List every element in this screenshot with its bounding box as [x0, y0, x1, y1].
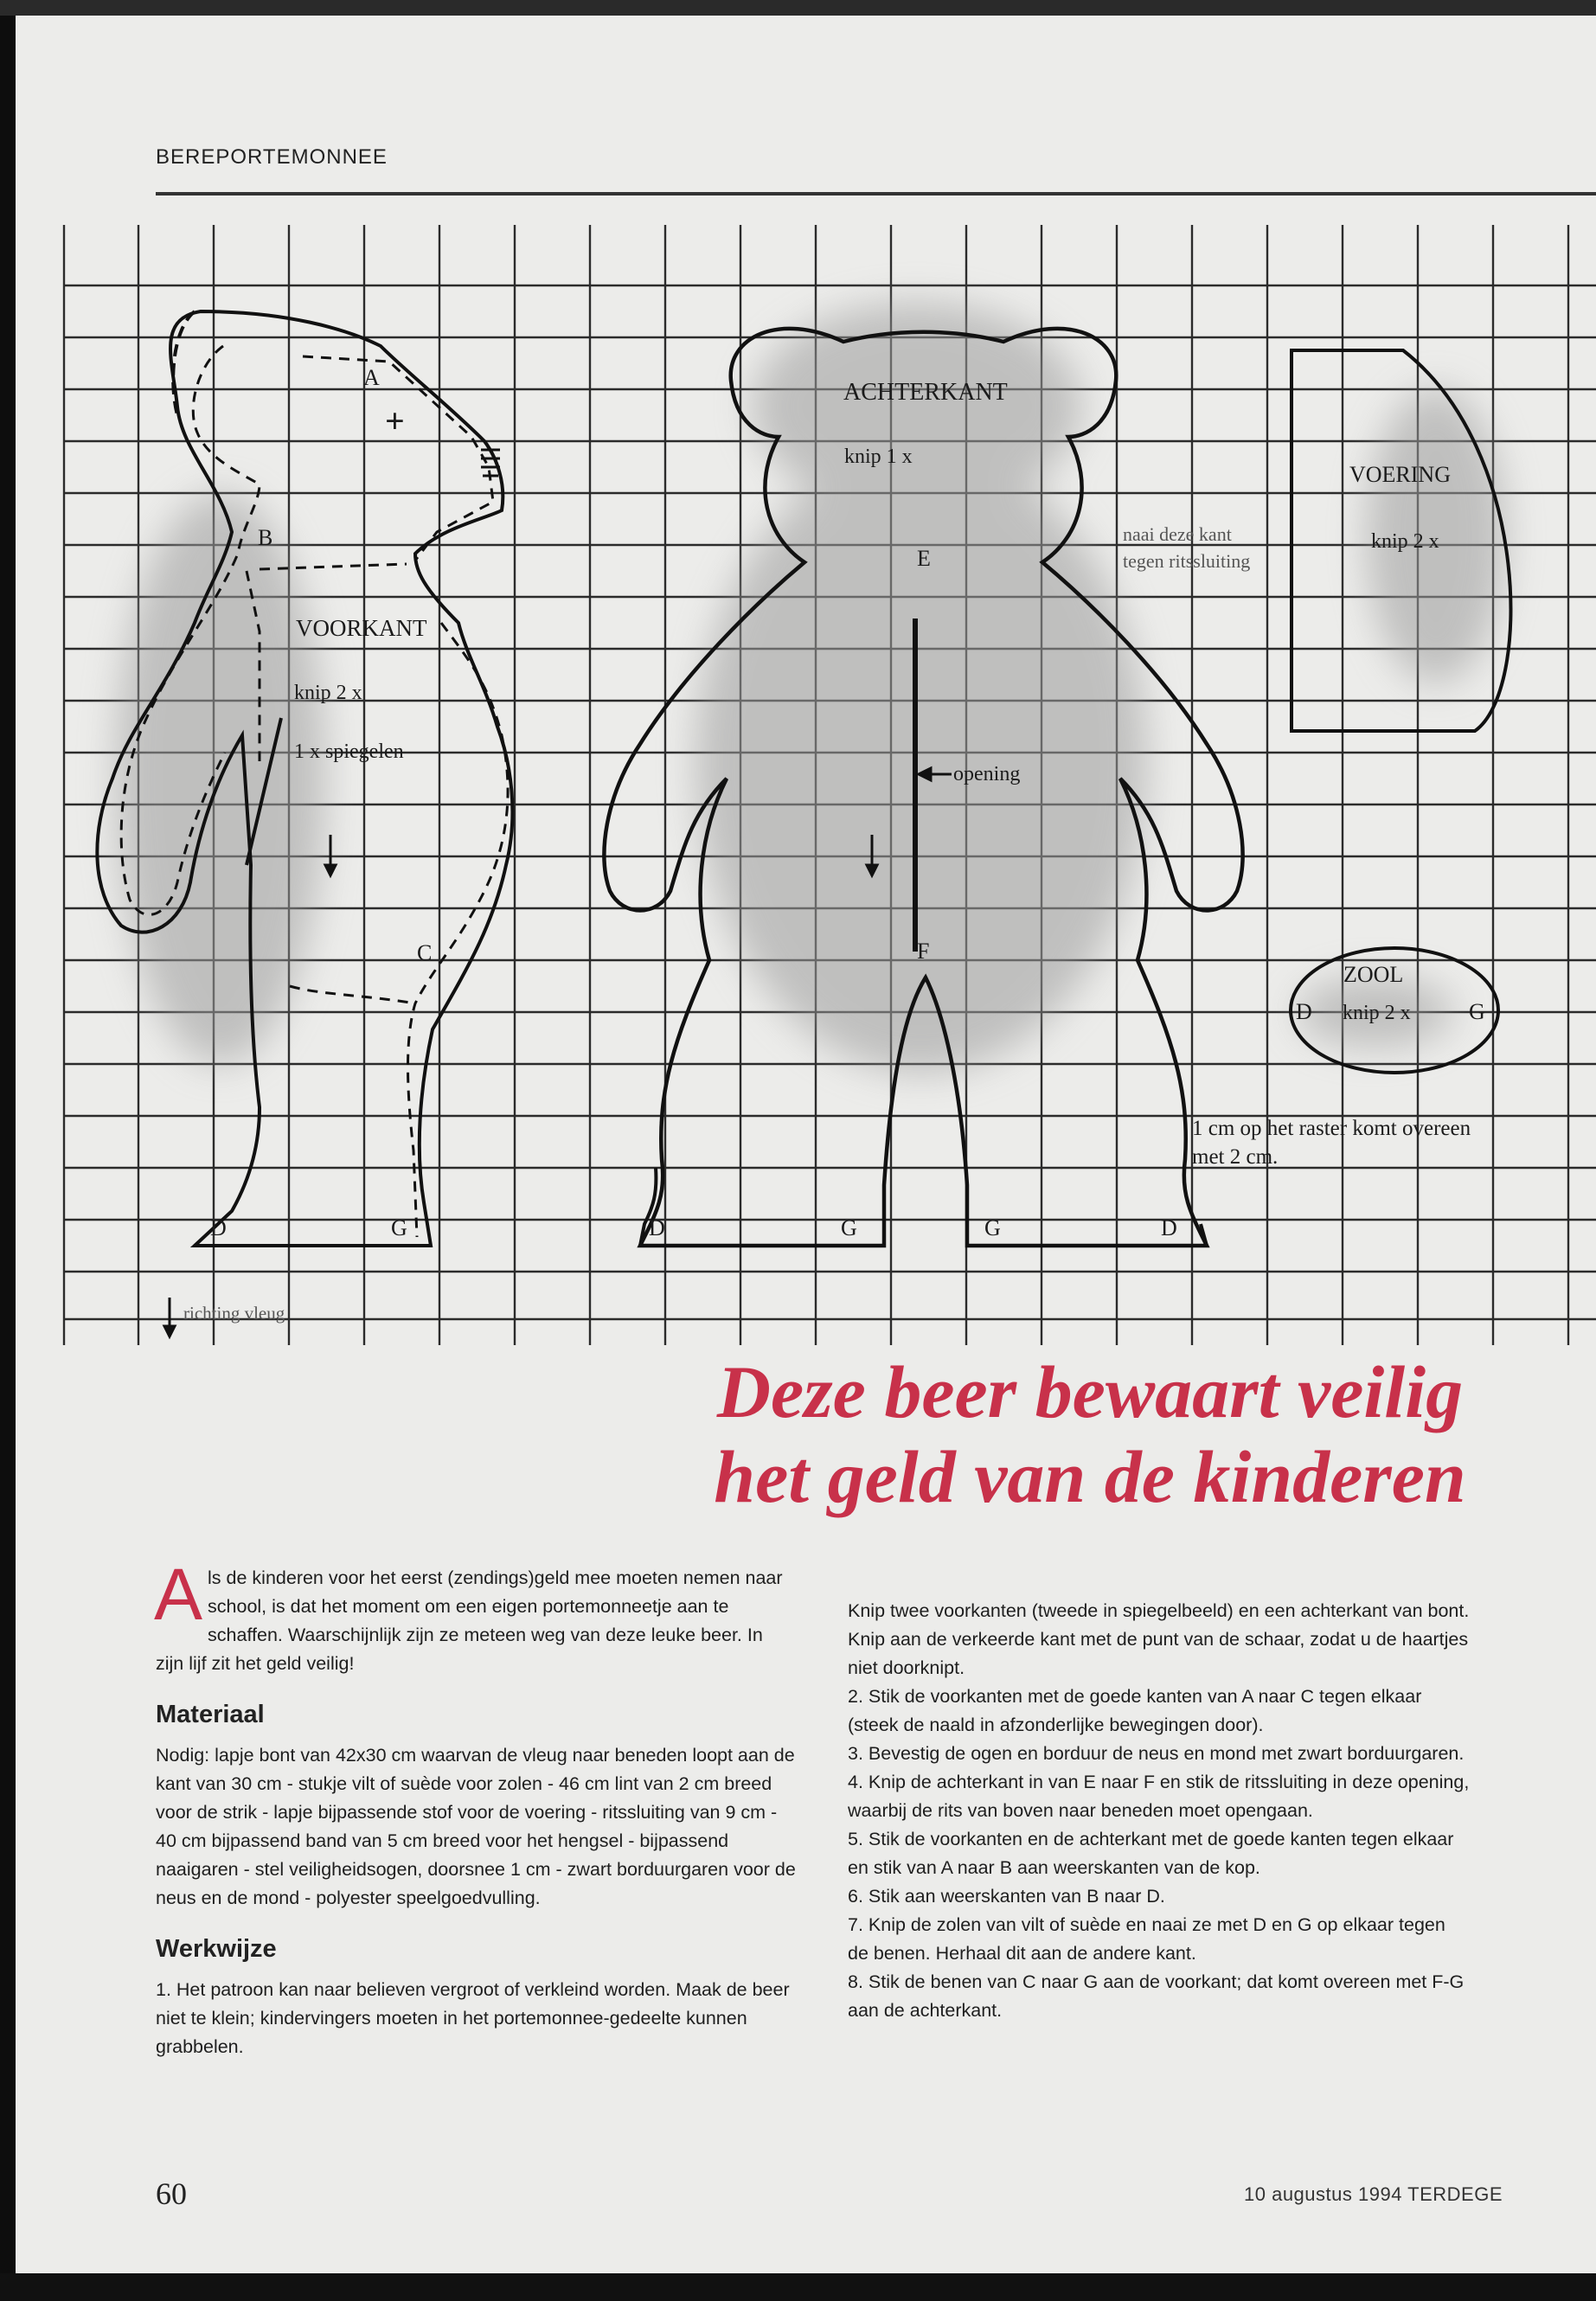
front-title: VOORKANT — [296, 615, 427, 641]
back-title: ACHTERKANT — [843, 379, 1008, 406]
pile-direction-label: richting vleug — [183, 1303, 285, 1324]
front-cut-instruction: knip 2 x — [294, 682, 362, 704]
front-point-g: G — [391, 1215, 407, 1240]
back-point-e: E — [917, 546, 931, 571]
intro-text: ls de kinderen voor het eerst (zendings)geld mee moeten nemen naar school, is dat het moment om een eigen portemonneetje aan te schaffen. Waarschijnlijk zijn ze meteen weg van deze leuke beer. In zijn lijf zit het geld veilig! — [156, 1567, 783, 1674]
sole-point-d: D — [1296, 999, 1312, 1024]
front-point-d: D — [210, 1215, 227, 1240]
back-inner-seams — [640, 1168, 1207, 1246]
back-point-d-right: D — [1161, 1215, 1177, 1240]
materials-heading: Materiaal — [156, 1701, 265, 1728]
back-point-d-left: D — [649, 1215, 665, 1240]
step-1: 1. Het patroon kan naar believen vergroot of verkleind worden. Maak de beer niet te klein; kindervingers moeten in het portemonnee-gedeelte kunnen grabbelen. — [156, 1979, 790, 2057]
back-point-f: F — [917, 939, 930, 964]
lining-cut-instruction: knip 2 x — [1371, 530, 1439, 553]
step-5: 5. Stik de voorkanten en de achterkant met de goede kanten tegen elkaar en stik van A naar B aan weerskanten van de kop. — [848, 1829, 1454, 1878]
article-column-right — [848, 1597, 1471, 2025]
sole-point-g: G — [1469, 999, 1485, 1024]
article-column-left — [154, 1554, 796, 2061]
headline-line1: Deze beer bewaart veilig — [716, 1350, 1464, 1433]
step-1b: Knip twee voorkanten (tweede in spiegelbeeld) en een achterkant van bont. Knip aan de verkeerde kant met de punt van de schaar, zodat u de haartjes niet doorknipt. — [848, 1600, 1470, 1678]
article-intro — [154, 1554, 796, 1678]
sole-title: ZOOL — [1343, 962, 1404, 987]
step-2: 2. Stik de voorkanten met de goede kanten van A naar C tegen elkaar (steek de naald in afzonderlijke bewegingen door). — [848, 1686, 1422, 1735]
page-number: 60 — [156, 2176, 187, 2211]
front-point-b: B — [258, 525, 273, 550]
scan-border-bottom — [0, 2273, 1596, 2301]
scale-note-line1: 1 cm op het raster komt overeen — [1192, 1117, 1471, 1140]
front-eye-mark: + — [385, 401, 405, 440]
method-heading: Werkwijze — [156, 1935, 277, 1963]
headline — [606, 1349, 1574, 1519]
step-8: 8. Stik de benen van C naar G aan de voorkant; dat komt overeen met F-G aan de achterkant. — [848, 1971, 1465, 2021]
step-3: 3. Bevestig de ogen en borduur de neus en mond met zwart borduurgaren. — [848, 1743, 1465, 1764]
back-point-g-left: G — [841, 1215, 857, 1240]
sew-note-line2: tegen ritssluiting — [1123, 550, 1251, 572]
drop-cap: A — [154, 1554, 203, 1635]
back-point-g-right: G — [984, 1215, 1001, 1240]
front-pile-arrow — [325, 835, 336, 875]
sole-cut-instruction: knip 2 x — [1343, 1002, 1411, 1024]
front-point-a: A — [363, 365, 380, 390]
front-point-c: C — [417, 940, 433, 965]
headline-line2: het geld van de kinderen — [714, 1435, 1466, 1518]
section-label: BEREPORTEMONNEE — [156, 145, 388, 169]
sew-note-line1: naai deze kant — [1123, 523, 1232, 545]
back-cut-instruction: knip 1 x — [844, 445, 913, 468]
scale-note-line2: met 2 cm. — [1192, 1145, 1279, 1169]
lining-title: VOERING — [1349, 462, 1451, 487]
pile-direction-arrow — [164, 1298, 175, 1336]
step-6: 6. Stik aan weerskanten van B naar D. — [848, 1886, 1165, 1907]
step-4: 4. Knip de achterkant in van E naar F en stik de ritssluiting in deze opening, waarbij de rits van boven naar beneden moet opengaan. — [848, 1772, 1470, 1821]
front-mirror-instruction: 1 x spiegelen — [294, 740, 404, 763]
step-7: 7. Knip de zolen van vilt of suède en naai ze met D en G op elkaar tegen de benen. Herhaal dit aan de andere kant. — [848, 1914, 1445, 1964]
back-opening-label: opening — [953, 763, 1021, 785]
issue-line: 10 augustus 1994 TERDEGE — [1244, 2183, 1503, 2205]
materials-text: Nodig: lapje bont van 42x30 cm waarvan de vleug naar beneden loopt aan de kant van 30 cm - stukje vilt of suède voor zolen - 46 cm lint van 2 cm breed voor de strik - lapje bijpassende stof voor de voering - ritssluiting van 9 cm - 40 cm bijpassend band van 5 cm breed voor het hengsel - bijpassend naaigaren - stel veiligheidsogen, doorsnee 1 cm - zwart borduurgaren voor de neus en de mond - polyester speelgoedvulling. — [156, 1745, 796, 1908]
